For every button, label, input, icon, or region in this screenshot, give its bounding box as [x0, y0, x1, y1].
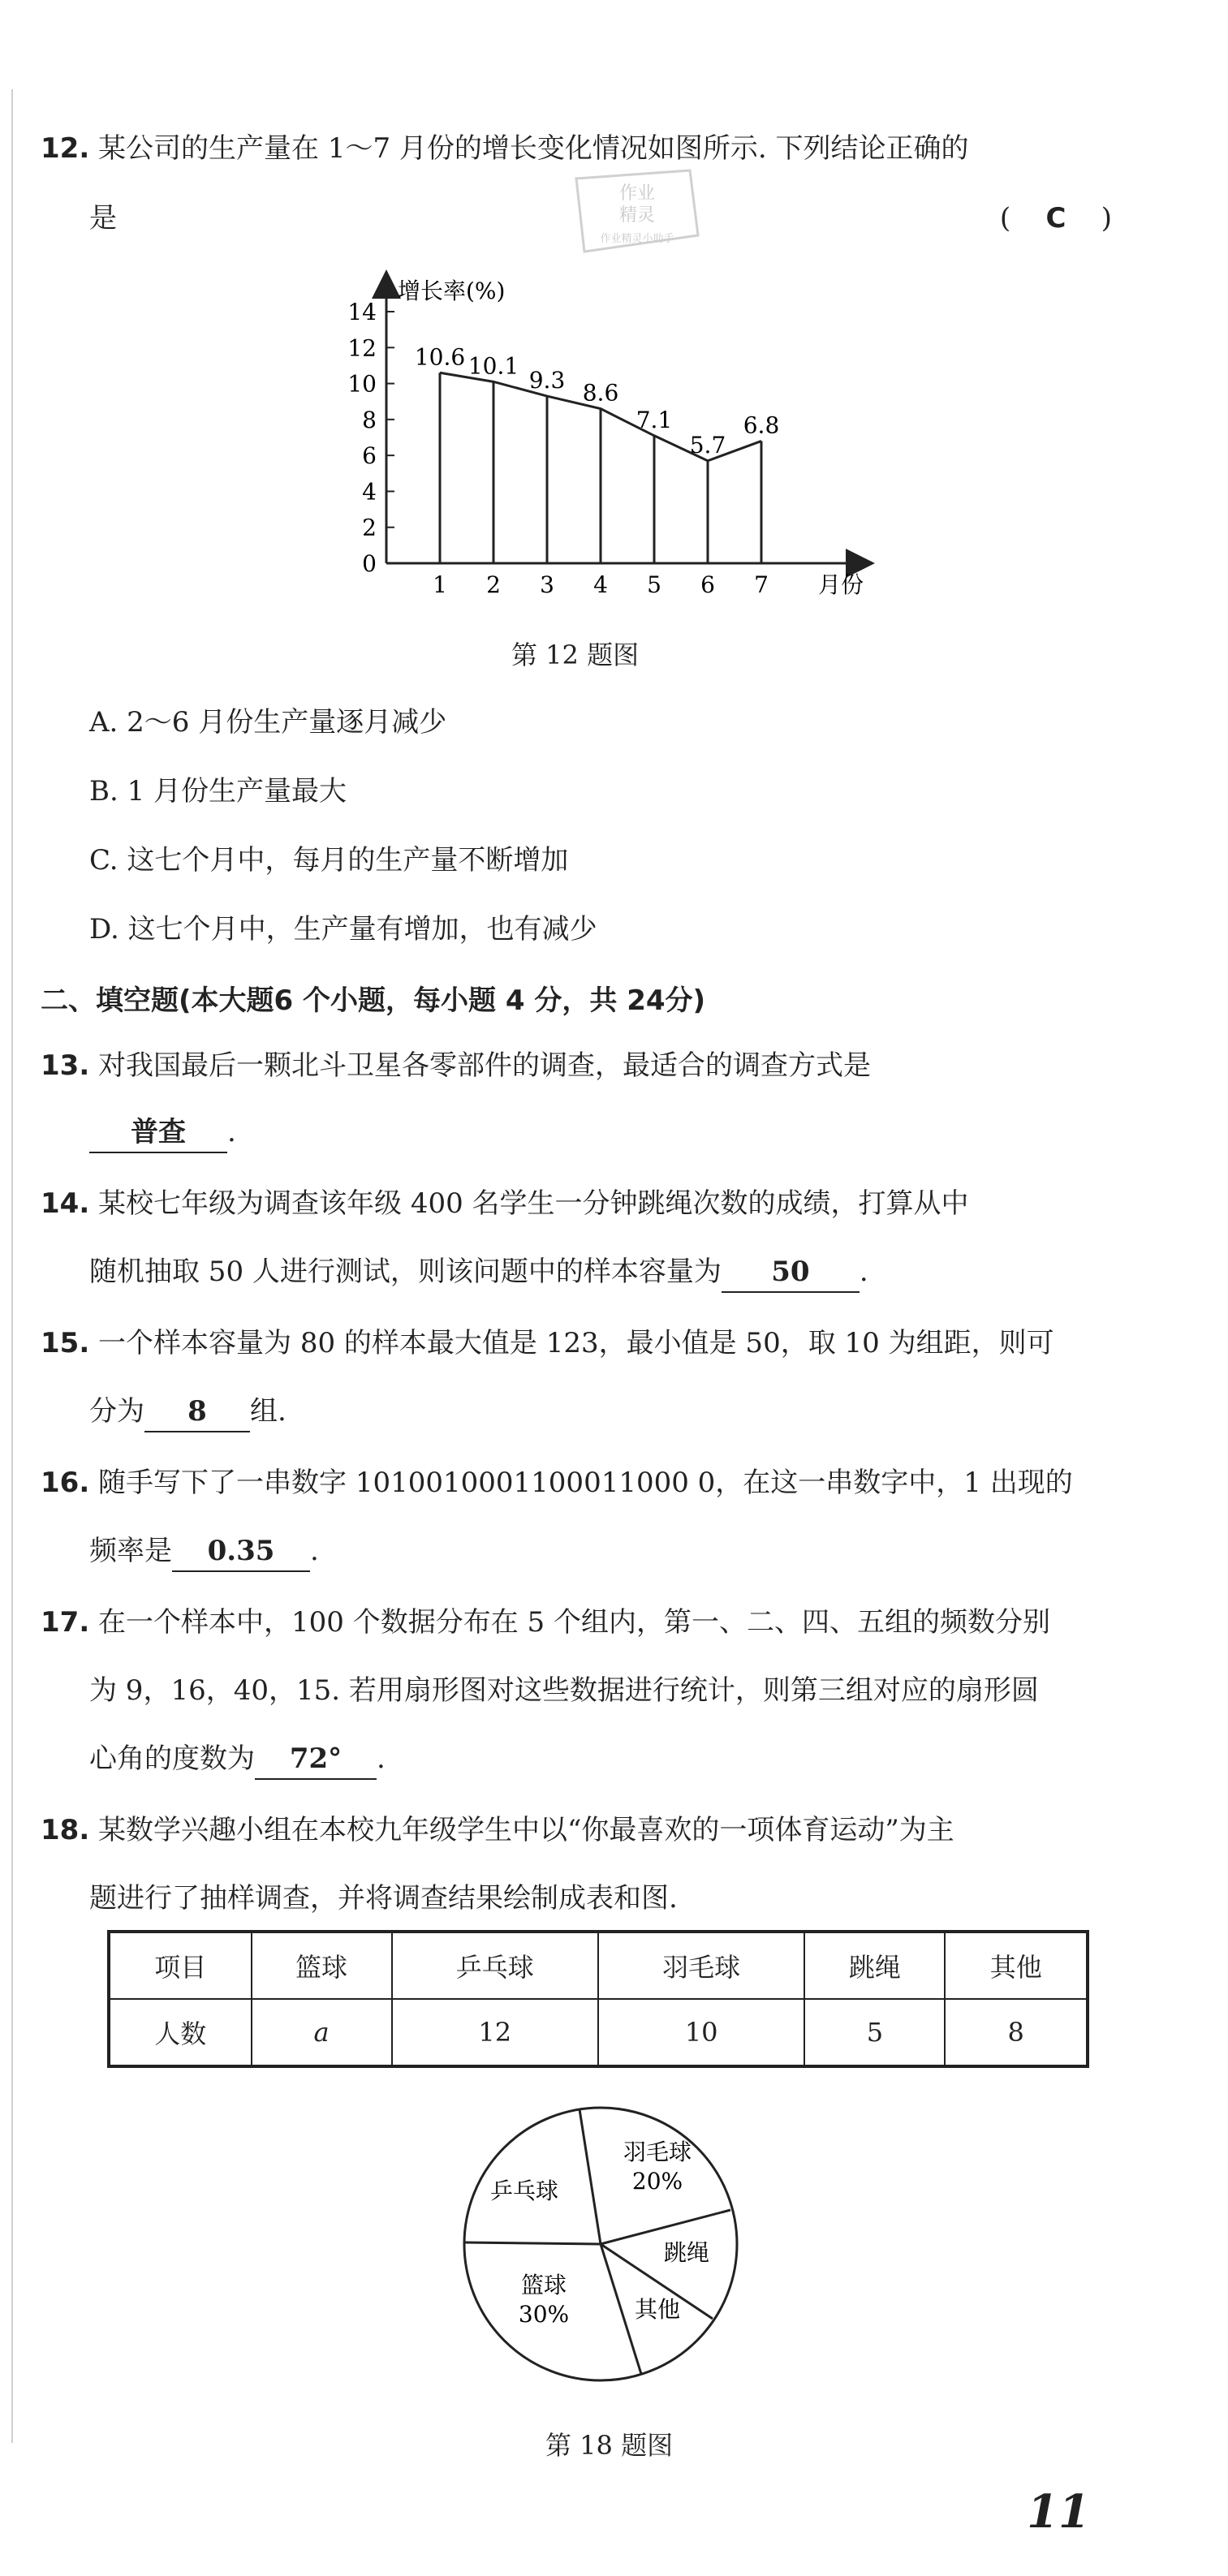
table-cell: a: [252, 1999, 392, 2066]
question-16-line2: 频率是 0.35 .: [41, 1516, 1128, 1586]
question-17: 17. 在一个样本中，100 个数据分布在 5 个组内，第一、二、四、五组的频数分别: [41, 1606, 1050, 1639]
y-tick-label: 14: [347, 299, 377, 325]
y-tick-label: 8: [362, 406, 377, 433]
pie-label-basketball: 篮球: [520, 2272, 567, 2298]
y-tick-label: 12: [347, 334, 377, 362]
option-a: A. 2～6 月份生产量逐月减少: [89, 706, 447, 739]
data-label: 7.1: [636, 406, 673, 433]
pie-label-badminton: 羽毛球: [623, 2139, 692, 2165]
sports-table: [107, 1930, 1089, 2068]
x-tick-label: 4: [593, 571, 608, 598]
data-label: 10.1: [468, 352, 519, 380]
y-tick-label: 0: [362, 550, 377, 577]
watermark-stamp: [560, 162, 706, 260]
x-tick-label: 3: [540, 571, 554, 598]
question-number: 12.: [41, 132, 90, 165]
answer-choice: C: [1045, 202, 1066, 235]
question-16: 16. 随手写下了一串数字 1010010001100011000 0，在这一串数字中，1 出现的: [41, 1467, 1073, 1499]
y-tick-label: 10: [347, 370, 377, 398]
x-tick-label: 2: [486, 571, 501, 598]
stamp-text-2: 精灵: [618, 205, 656, 226]
answer-blank: 普查: [89, 1113, 227, 1153]
question-18: 18. 某数学兴趣小组在本校九年级学生中以“你最喜欢的一项体育运动”为主: [41, 1814, 954, 1846]
question-15: 15. 一个样本容量为 80 的样本最大值是 123，最小值是 50，取 10 为组距，则可: [41, 1327, 1054, 1359]
pie-divider: [580, 2109, 601, 2244]
figure-18-caption: 第 18 题图: [545, 2430, 674, 2461]
x-tick-label: 1: [433, 571, 447, 598]
sports-pie-chart: [455, 2098, 747, 2390]
pie-divider: [464, 2242, 601, 2244]
question-15-line2: 分为 8 组.: [41, 1376, 1128, 1446]
x-tick-label: 7: [754, 571, 769, 598]
question-17-line2: 为 9，16，40，15. 若用扇形图对这些数据进行统计，则第三组对应的扇形圆: [89, 1674, 1039, 1707]
data-label: 8.6: [582, 379, 619, 407]
y-tick-label: 2: [362, 514, 377, 541]
table-row-label: 人数: [109, 1999, 252, 2066]
pie-label-pingpong: 乒乓球: [489, 2178, 559, 2204]
x-tick-label: 6: [700, 571, 715, 598]
data-label: 5.7: [689, 431, 726, 459]
question-14-line2: 随机抽取 50 人进行测试，则该问题中的样本容量为 50 .: [41, 1237, 1128, 1307]
answer-bracket: ( C ): [1000, 183, 1112, 253]
data-label: 9.3: [528, 367, 566, 394]
question-text: 某公司的生产量在 1～7 月份的增长变化情况如图所示. 下列结论正确的: [98, 132, 969, 165]
table-header: 其他: [945, 1932, 1088, 1999]
question-text: 是: [89, 202, 117, 235]
growth-rate-chart: [333, 268, 901, 609]
question-14: 14. 某校七年级为调查该年级 400 名学生一分钟跳绳次数的成绩，打算从中: [41, 1187, 969, 1220]
table-cell: 8: [945, 1999, 1088, 2066]
y-tick-label: 4: [362, 478, 377, 506]
table-header: 乒乓球: [392, 1932, 598, 1999]
margin-rule: [11, 89, 13, 2443]
figure-12-caption: 第 12 题图: [511, 640, 640, 670]
answer-blank: 0.35: [172, 1531, 310, 1572]
data-label: 6.8: [743, 411, 780, 439]
question-18-line2: 题进行了抽样调查，并将调查结果绘制成表和图.: [89, 1882, 678, 1915]
table-header: 篮球: [252, 1932, 392, 1999]
stamp-text-3: 作业精灵小助手: [600, 233, 674, 245]
option-c: C. 这七个月中，每月的生产量不断增加: [89, 844, 569, 877]
table-header: 羽毛球: [598, 1932, 804, 1999]
table-cell: 5: [804, 1999, 945, 2066]
data-label: 10.6: [414, 343, 466, 371]
table-header-row: [109, 1932, 1088, 1999]
section-title: 二、填空题(本大题6 个小题，每小题 4 分，共 24分): [41, 984, 706, 1017]
pie-pct-badminton: 20%: [631, 2168, 683, 2195]
answer-blank: 8: [144, 1392, 250, 1432]
option-d: D. 这七个月中，生产量有增加，也有减少: [89, 913, 597, 946]
question-17-line3: 心角的度数为 72° .: [41, 1724, 1128, 1794]
table-cell: 10: [598, 1999, 804, 2066]
stamp-text-1: 作业: [618, 183, 656, 204]
y-axis-label: 增长率(%): [398, 278, 506, 304]
table-header: 项目: [109, 1932, 252, 1999]
question-13: 13. 对我国最后一颗北斗卫星各零部件的调查，最适合的调查方式是: [41, 1049, 872, 1082]
x-tick-label: 5: [647, 571, 661, 598]
answer-blank: 50: [722, 1252, 860, 1293]
option-b: B. 1 月份生产量最大: [89, 775, 347, 808]
x-axis-label: 月份: [818, 571, 864, 598]
table-cell: 12: [392, 1999, 598, 2066]
y-tick-label: 6: [362, 442, 377, 470]
pie-label-other: 其他: [634, 2296, 681, 2323]
answer-blank: 72°: [255, 1739, 377, 1780]
pie-pct-basketball: 30%: [518, 2301, 570, 2328]
pie-label-rope: 跳绳: [663, 2239, 710, 2266]
question-13-line2: 普查 .: [41, 1097, 1128, 1167]
page-number: 11: [1027, 2485, 1090, 2539]
table-row: [109, 1999, 1088, 2066]
table-header: 跳绳: [804, 1932, 945, 1999]
